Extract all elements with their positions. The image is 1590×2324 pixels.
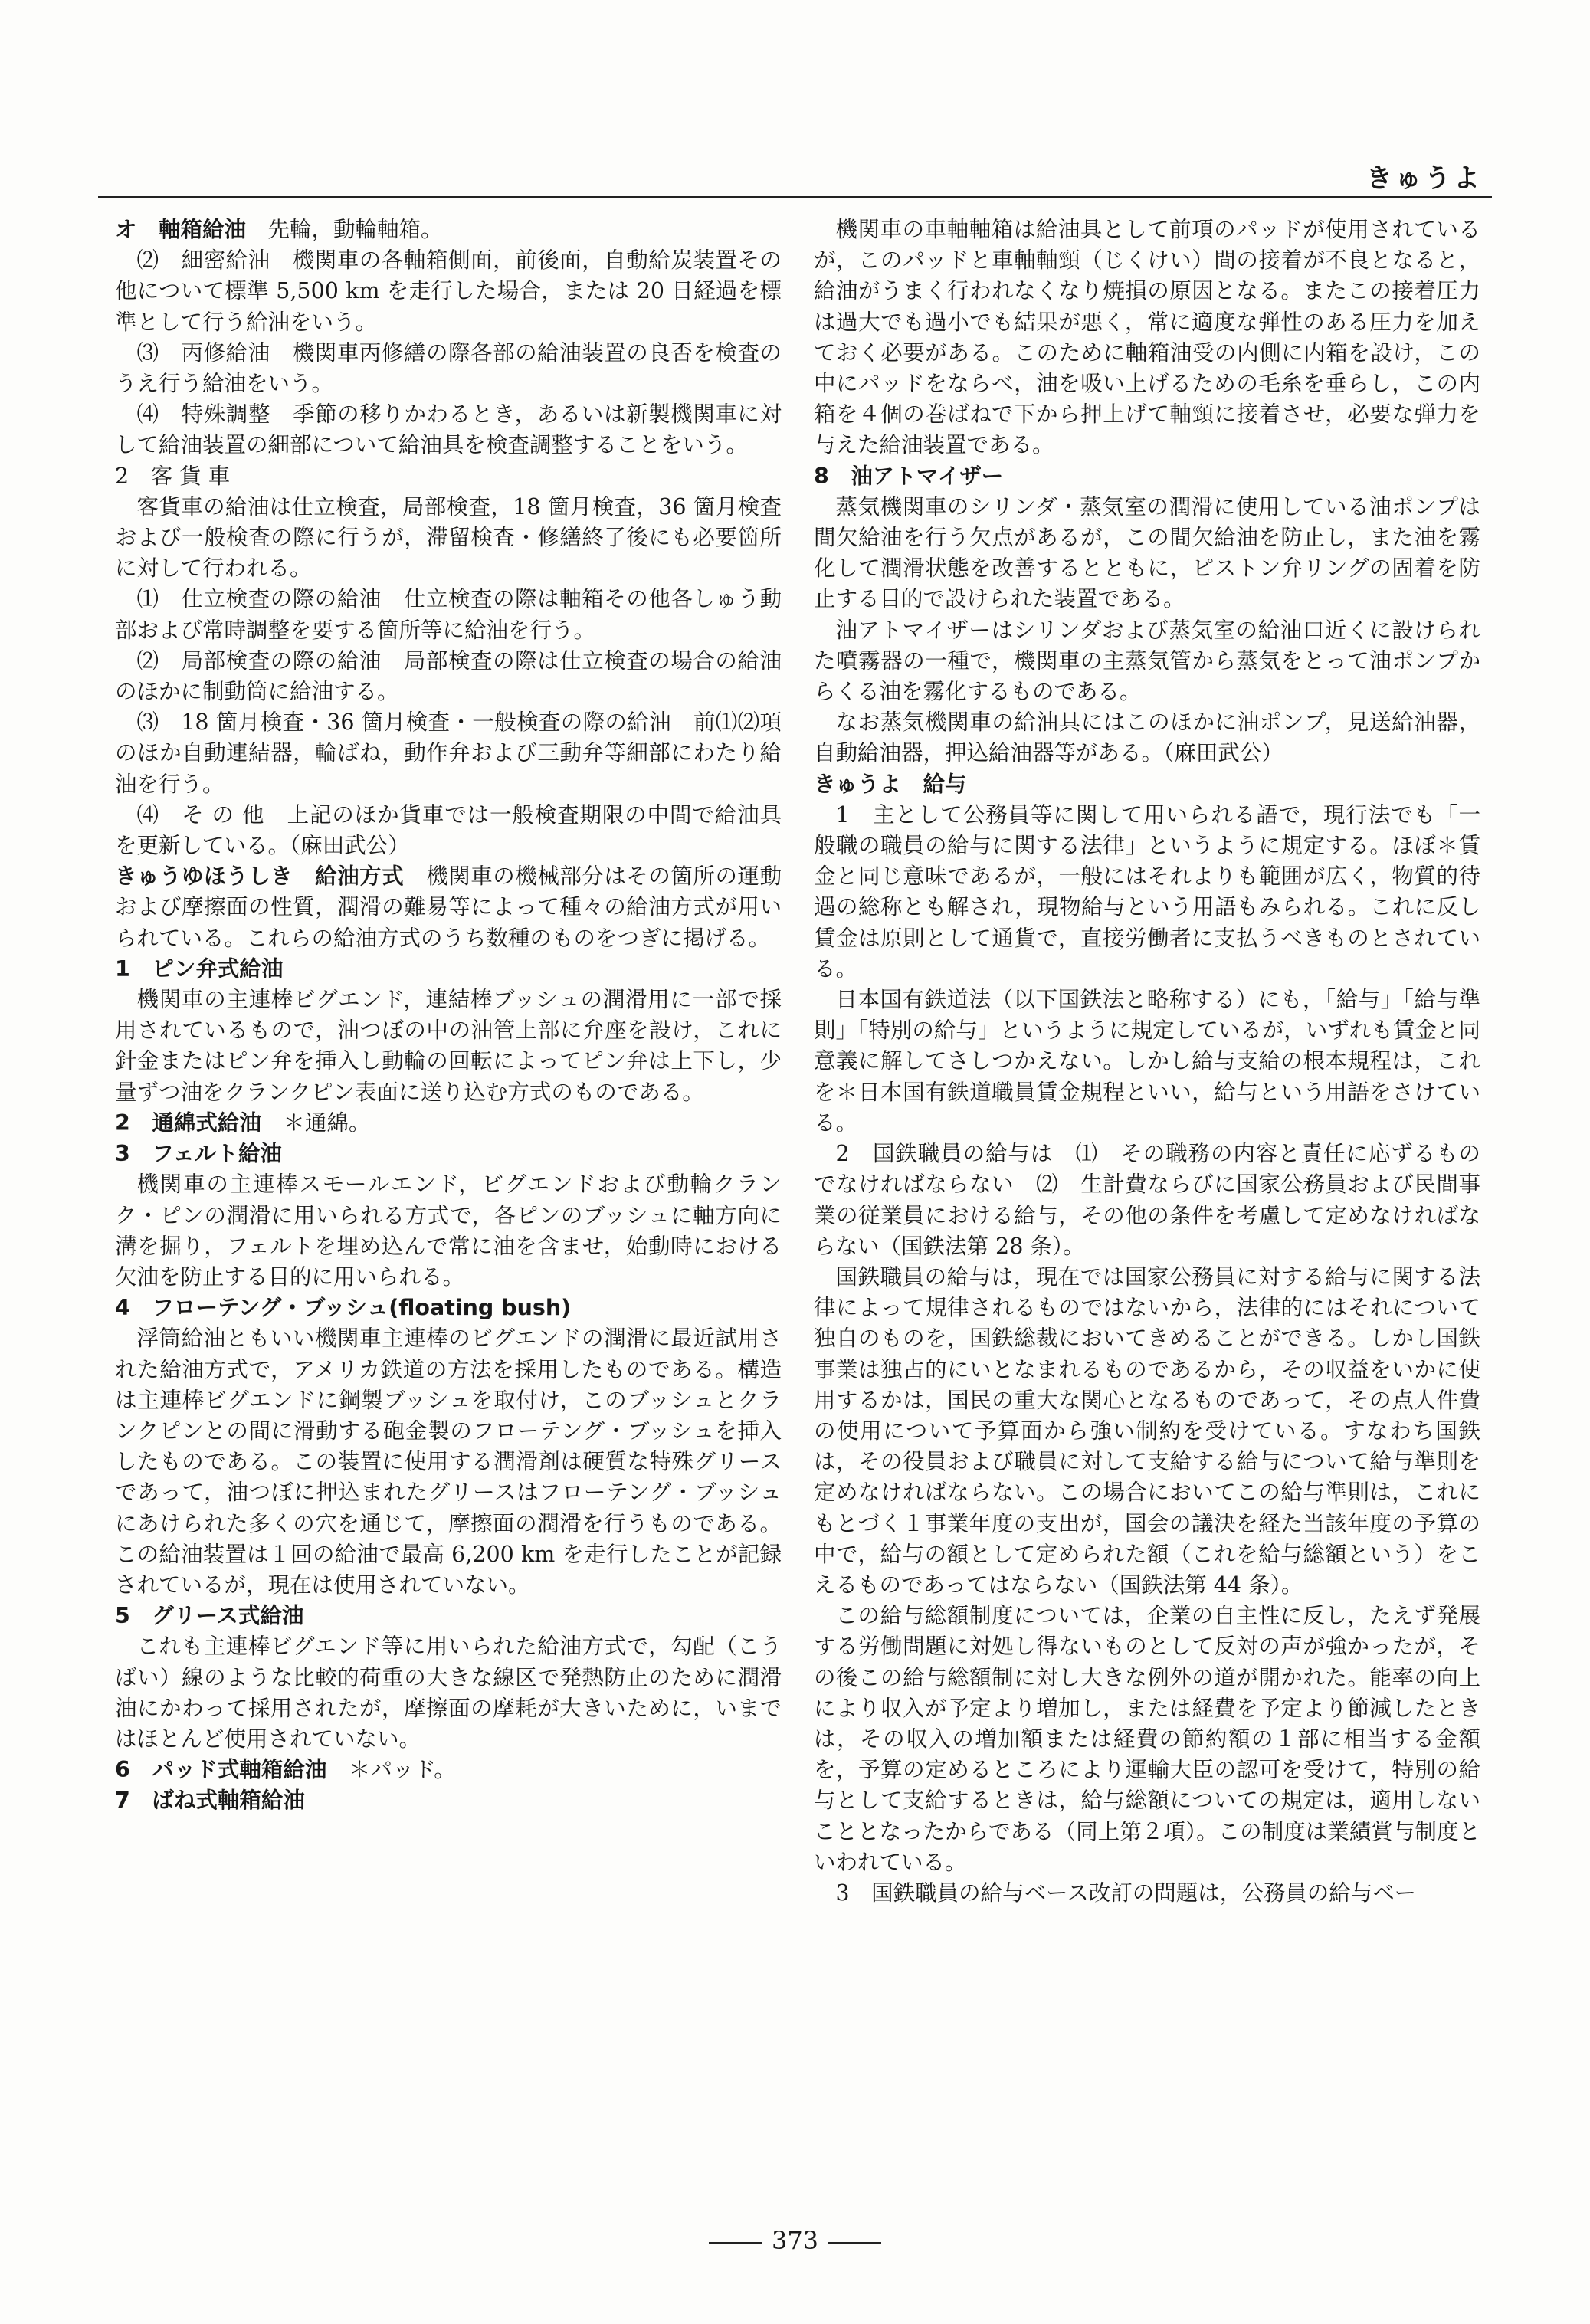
footer-dash-right xyxy=(828,2242,881,2244)
right-paragraph xyxy=(814,492,1480,615)
left-paragraph xyxy=(115,1755,782,1785)
paragraph-text: ⑶ 18 箇月検査・36 箇月検査・一般検査の際の給油 前⑴⑵項のほか自動連結器，輪ばね，動作弁および三動弁等細部にわたり給油を行う。 xyxy=(115,710,782,797)
entry-heading: 8 油アトマイザー xyxy=(814,463,1004,489)
entry-heading: 1 ピン弁式給油 xyxy=(115,955,284,982)
left-paragraph xyxy=(115,1139,782,1169)
left-paragraph xyxy=(115,1631,782,1755)
left-paragraph xyxy=(115,461,782,492)
paragraph-text: 蒸気機関車のシリンダ・蒸気室の潤滑に使用している油ポンプは間欠給油を行う欠点があるが，この間欠給油を防止し，また油を霧化して潤滑状態を改善するとともに，ピストン弁リングの固着を防止する目的で設けられた装置である。 xyxy=(814,493,1480,612)
right-paragraph xyxy=(814,461,1480,492)
left-paragraph xyxy=(115,985,782,1108)
paragraph-text: 油アトマイザーはシリンダおよび蒸気室の給油口近くに設けられた噴霧器の一種で，機関車の主蒸気管から蒸気をとって油ポンプからくる油を霧化するものである。 xyxy=(814,617,1480,705)
left-paragraph xyxy=(115,954,782,985)
entry-heading: 7 ばね式軸箱給油 xyxy=(115,1788,305,1814)
paragraph-text: ⑴ 仕立検査の際の給油 仕立検査の際は軸箱その他各しゅう動部および常時調整を要する箇所等に給油を行う。 xyxy=(115,586,782,643)
paragraph-text: なお蒸気機関車の給油具にはこのほかに油ポンプ，見送給油器，自動給油器，押込給油器等がある。（麻田武公） xyxy=(814,710,1480,766)
left-paragraph xyxy=(115,1108,782,1139)
left-paragraph xyxy=(115,584,782,645)
paragraph-text: 機関車の車軸軸箱は給油具として前項のパッドが使用されているが，このパッドと車軸軸頸（じくけい）間の接着が不良となると，給油がうまく行われなくなり焼損の原因となる。またこの接着圧力は過大でも過小でも結果が悪く，常に適度な弾性のある圧力を加えておく必要がある。このために軸箱油受の内側に内箱を設け，この中にパッドをならべ，油を吸い上げるための毛糸を垂らし，この内箱を４個の巻ばねで下から押上げて軸頸に接着させ，必要な弾力を与えた給油装置である。 xyxy=(814,217,1480,458)
right-paragraph xyxy=(814,800,1480,985)
paragraph-text: 2 国鉄職員の給与は ⑴ その職務の内容と責任に応ずるものでなければならない ⑵ 生計費ならびに国家公務員および民間事業の従業員における給与，その他の条件を考慮して定めなければならない（国鉄法第 28 条）。 xyxy=(814,1141,1480,1259)
paragraph-text: ⑷ そ の 他 上記のほか貨車では一般検査期限の中間で給油具を更新している。（麻田武公） xyxy=(115,801,782,859)
left-paragraph xyxy=(115,338,782,399)
left-paragraph xyxy=(115,861,782,954)
running-head: きゅうよ xyxy=(1366,163,1483,194)
right-paragraph xyxy=(814,215,1480,461)
entry-heading: 4 フローテング・ブッシュ(floating bush) xyxy=(115,1295,572,1321)
left-paragraph xyxy=(115,707,782,800)
footer-dash-left xyxy=(709,2242,762,2244)
page-number: 373 xyxy=(771,2226,819,2255)
page-footer xyxy=(0,2226,1590,2255)
paragraph-text: 浮筒給油ともいい機関車主連棒のビグエンドの潤滑に最近試用された給油方式で，アメリカ鉄道の方法を採用したものである。構造は主連棒ビグエンドに鋼製ブッシュを取付け，このブッシュとクランクピンとの間に滑動する砲金製のフローテング・ブッシュを挿入したものである。この装置に使用する潤滑剤は硬質な特殊グリースであって，油つぼに押込まれたグリースはフローテング・ブッシュにあけられた多くの穴を通じて，摩擦面の潤滑を行うものである。この給油装置は１回の給油で最高 6,200 km を走行したことが記録されているが，現在は使用されていない。 xyxy=(115,1326,782,1598)
paragraph-text: 1 主として公務員等に関して用いられる語で，現行法でも「一般職の職員の給与に関する法律」というように規定する。ほぼ＊賃金と同じ意味であるが，一般にはそれよりも範囲が広く，物質的待遇の総称とも解され，現物給与という用語もみられる。これに反し賃金は原則として通貨で，直接労働者に支払うべきものとされている。 xyxy=(814,801,1480,982)
paragraph-text: 2 客 貨 車 xyxy=(115,463,231,489)
left-paragraph xyxy=(115,215,782,245)
left-paragraph xyxy=(115,1293,782,1323)
right-paragraph xyxy=(814,1878,1480,1909)
paragraph-text: ⑵ 局部検査の際の給油 局部検査の際は仕立検査の場合の給油のほかに制動筒に給油する。 xyxy=(115,647,782,705)
paragraph-text: この給与総額制度については，企業の自主性に反し，たえず発展する労働問題に対処し得ないものとして反対の声が強かったが，その後この給与総額制に対し大きな例外の道が開かれた。能率の向上により収入が予定より増加し，または経費を予定より節減したときは，その収入の増加額または経費の節約額の１部に相当する金額を，予算の定めるところにより運輸大臣の認可を受けて，特別の給与として支給するときは，給与総額についての規定は，適用しないこととなったからである（同上第２項）。この制度は業績賞与制度といわれている。 xyxy=(814,1603,1480,1875)
entry-heading: 3 フェルト給油 xyxy=(115,1141,282,1167)
left-paragraph xyxy=(115,1169,782,1293)
entry-heading: 2 通綿式給油 xyxy=(115,1110,261,1136)
right-paragraph xyxy=(814,1601,1480,1878)
entry-heading: きゅうゆほうしき 給油方式 xyxy=(115,864,405,890)
paragraph-text: ＊通綿。 xyxy=(261,1110,371,1136)
entry-heading: 5 グリース式給油 xyxy=(115,1603,304,1629)
right-paragraph xyxy=(814,1262,1480,1601)
paragraph-text: 国鉄職員の給与は，現在では国家公務員に対する給与に関する法律によって規律されるものではないから，法律的にはそれについて独自のものを，国鉄総裁においてきめることができる。しかし国鉄事業は独占的にいとなまれるものであるから，その収益をいかに使用するかは，国民の重大な関心となるものであって，その点人件費の使用について予算面から強い制約を受けている。すなわち国鉄は，その役員および職員に対して支給する給与について給与準則を定めなければならない。この場合においてこの給与準則は，これにもとづく１事業年度の支出が，国会の議決を経た当該年度の予算の中で，給与の額として定められた額（これを給与総額という）をこえるものであってはならない（国鉄法第 44 条）。 xyxy=(814,1264,1480,1598)
paragraph-text: 日本国有鉄道法（以下国鉄法と略称する）にも，「給与」「給与準則」「特別の給与」というように規定しているが，いずれも賃金と同意義に解してさしつかえない。しかし給与支給の根本規程は，これを＊日本国有鉄道職員賃金規程といい，給与という用語をさけている。 xyxy=(814,987,1480,1136)
entry-heading: きゅうよ 給与 xyxy=(814,771,967,797)
left-paragraph xyxy=(115,1785,782,1816)
paragraph-text: ＊パッド。 xyxy=(326,1757,456,1783)
right-paragraph xyxy=(814,1139,1480,1262)
right-paragraph xyxy=(814,769,1480,800)
left-paragraph xyxy=(115,646,782,707)
right-paragraph xyxy=(814,615,1480,708)
paragraph-text: ⑶ 丙修給油 機関車丙修繕の際各部の給油装置の良否を検査のうえ行う給油をいう。 xyxy=(115,339,782,397)
left-paragraph xyxy=(115,245,782,338)
right-paragraph xyxy=(814,985,1480,1139)
paragraph-text: 3 国鉄職員の給与ベース改訂の問題は，公務員の給与ベー xyxy=(835,1880,1417,1906)
paragraph-text: ⑵ 細密給油 機関車の各軸箱側面，前後面，自動給炭装置その他について標準 5,500 km を走行した場合，または 20 日経過を標準として行う給油をいう。 xyxy=(115,247,782,335)
paragraph-text: 機関車の主連棒スモールエンド，ビグエンドおよび動輪クランク・ピンの潤滑に用いられる方式で，各ピンのブッシュに軸方向に溝を掘り，フェルトを埋め込んで常に油を含ませ，始動時における欠油を防止する目的に用いられる。 xyxy=(115,1172,782,1290)
entry-heading: オ 軸箱給油 xyxy=(115,217,247,242)
entry-heading: 6 パッド式軸箱給油 xyxy=(115,1757,327,1783)
paragraph-text: これも主連棒ビグエンド等に用いられた給油方式で，勾配（こうばい）線のような比較的荷重の大きな線区で発熱防止のために潤滑油にかわって採用されたが，摩擦面の摩耗が大きいために，いまではほとんど使用されていない。 xyxy=(115,1634,782,1752)
left-column xyxy=(115,215,782,1817)
header-rule xyxy=(98,196,1492,198)
left-paragraph xyxy=(115,800,782,861)
left-paragraph xyxy=(115,1323,782,1601)
paragraph-text: ⑷ 特殊調整 季節の移りかわるとき，あるいは新製機関車に対して給油装置の細部について給油具を検査調整することをいう。 xyxy=(115,402,782,458)
left-paragraph xyxy=(115,399,782,461)
paragraph-text: 客貨車の給油は仕立検査，局部検査，18 箇月検査，36 箇月検査および一般検査の際に行うが，滞留検査・修繕終了後にも必要箇所に対して行われる。 xyxy=(115,493,782,582)
left-paragraph xyxy=(115,492,782,585)
right-paragraph xyxy=(814,707,1480,769)
paragraph-text: 機関車の機械部分はその箇所の運動および摩擦面の性質，潤滑の難易等によって種々の給油方式が用いられている。これらの給油方式のうち数種のものをつぎに掲げる。 xyxy=(115,864,782,951)
paragraph-text: 機関車の主連棒ビグエンド，連結棒ブッシュの潤滑用に一部で採用されているもので，油つぼの中の油管上部に弁座を設け，これに針金またはピン弁を挿入し動輪の回転によってピン弁は上下し，少量ずつ油をクランクピン表面に送り込む方式のものである。 xyxy=(115,987,782,1105)
paragraph-text: 先輪，動輪軸箱。 xyxy=(246,217,443,242)
left-paragraph xyxy=(115,1601,782,1631)
right-column xyxy=(814,215,1480,1909)
